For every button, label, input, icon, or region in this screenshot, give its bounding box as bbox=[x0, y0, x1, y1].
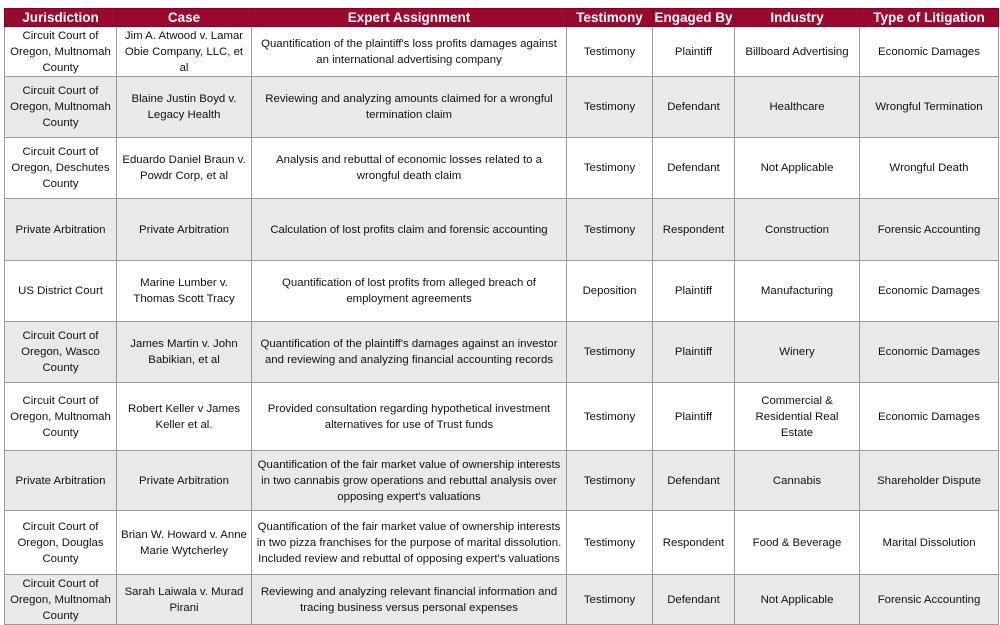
litigation-table bbox=[4, 8, 999, 625]
cell-testimony: Deposition bbox=[567, 261, 653, 322]
table-row bbox=[5, 77, 999, 138]
cell-type-of-litigation: Forensic Accounting bbox=[860, 199, 999, 261]
header-expert-assignment: Expert Assignment bbox=[252, 9, 567, 27]
table-row bbox=[5, 575, 999, 625]
cell-industry: Healthcare bbox=[735, 77, 860, 138]
cell-type-of-litigation: Economic Damages bbox=[860, 322, 999, 383]
header-jurisdiction: Jurisdiction bbox=[5, 9, 117, 27]
cell-engaged-by: Defendant bbox=[653, 138, 735, 199]
table-row bbox=[5, 511, 999, 575]
cell-type-of-litigation: Shareholder Dispute bbox=[860, 451, 999, 511]
cell-industry: Winery bbox=[735, 322, 860, 383]
cell-jurisdiction: Private Arbitration bbox=[5, 199, 117, 261]
table-row bbox=[5, 322, 999, 383]
cell-jurisdiction: Circuit Court of Oregon, Multnomah County bbox=[5, 77, 117, 138]
cell-engaged-by: Defendant bbox=[653, 77, 735, 138]
cell-expert-assignment: Quantification of lost profits from alleged breach of employment agreements bbox=[252, 261, 567, 322]
cell-type-of-litigation: Economic Damages bbox=[860, 261, 999, 322]
cell-type-of-litigation: Marital Dissolution bbox=[860, 511, 999, 575]
cell-engaged-by: Plaintiff bbox=[653, 322, 735, 383]
cell-testimony: Testimony bbox=[567, 199, 653, 261]
cell-industry: Food & Beverage bbox=[735, 511, 860, 575]
table-row bbox=[5, 199, 999, 261]
cell-expert-assignment: Reviewing and analyzing relevant financial information and tracing business versus personal expenses bbox=[252, 575, 567, 625]
header-testimony: Testimony bbox=[567, 9, 653, 27]
litigation-table-container bbox=[4, 8, 998, 625]
table-row bbox=[5, 138, 999, 199]
cell-expert-assignment: Provided consultation regarding hypothetical investment alternatives for use of Trust funds bbox=[252, 383, 567, 451]
cell-engaged-by: Respondent bbox=[653, 511, 735, 575]
cell-jurisdiction: Circuit Court of Oregon, Multnomah County bbox=[5, 575, 117, 625]
cell-case: James Martin v. John Babikian, et al bbox=[117, 322, 252, 383]
cell-jurisdiction: Circuit Court of Oregon, Multnomah County bbox=[5, 27, 117, 77]
cell-testimony: Testimony bbox=[567, 511, 653, 575]
cell-jurisdiction: Circuit Court of Oregon, Douglas County bbox=[5, 511, 117, 575]
cell-case: Marine Lumber v. Thomas Scott Tracy bbox=[117, 261, 252, 322]
cell-testimony: Testimony bbox=[567, 322, 653, 383]
table-row bbox=[5, 383, 999, 451]
cell-engaged-by: Plaintiff bbox=[653, 383, 735, 451]
cell-industry: Not Applicable bbox=[735, 138, 860, 199]
cell-type-of-litigation: Economic Damages bbox=[860, 383, 999, 451]
cell-testimony: Testimony bbox=[567, 383, 653, 451]
header-engaged-by: Engaged By bbox=[654, 10, 733, 25]
cell-industry: Commercial & Residential Real Estate bbox=[735, 383, 860, 451]
cell-testimony: Testimony bbox=[567, 575, 653, 625]
cell-jurisdiction: Circuit Court of Oregon, Wasco County bbox=[5, 322, 117, 383]
cell-type-of-litigation: Economic Damages bbox=[860, 27, 999, 77]
cell-engaged-by: Defendant bbox=[653, 575, 735, 625]
cell-type-of-litigation: Forensic Accounting bbox=[860, 575, 999, 625]
cell-industry: Manufacturing bbox=[735, 261, 860, 322]
cell-engaged-by: Defendant bbox=[653, 451, 735, 511]
cell-expert-assignment: Reviewing and analyzing amounts claimed for a wrongful termination claim bbox=[252, 77, 567, 138]
cell-jurisdiction: Circuit Court of Oregon, Deschutes County bbox=[5, 138, 117, 199]
cell-industry: Billboard Advertising bbox=[735, 27, 860, 77]
cell-case: Jim A. Atwood v. Lamar Obie Company, LLC, et al bbox=[117, 27, 252, 77]
header-case: Case bbox=[117, 9, 252, 27]
cell-case: Eduardo Daniel Braun v. Powdr Corp, et al bbox=[117, 138, 252, 199]
header-type-of-litigation: Type of Litigation bbox=[860, 9, 999, 27]
cell-case: Private Arbitration bbox=[117, 451, 252, 511]
cell-jurisdiction: Private Arbitration bbox=[5, 451, 117, 511]
cell-expert-assignment: Quantification of the fair market value of ownership interests in two pizza franchises for the purpose of marital dissolution. Included review and rebuttal of opposing expert's valuations bbox=[252, 511, 567, 575]
cell-type-of-litigation: Wrongful Death bbox=[860, 138, 999, 199]
cell-case: Private Arbitration bbox=[117, 199, 252, 261]
cell-jurisdiction: US District Court bbox=[5, 261, 117, 322]
table-row bbox=[5, 261, 999, 322]
cell-expert-assignment: Quantification of the plaintiff's loss profits damages against an international advertising company bbox=[252, 27, 567, 77]
table-row bbox=[5, 451, 999, 511]
cell-case: Brian W. Howard v. Anne Marie Wytcherley bbox=[117, 511, 252, 575]
cell-engaged-by: Plaintiff bbox=[653, 261, 735, 322]
cell-case: Sarah Laiwala v. Murad Pirani bbox=[117, 575, 252, 625]
cell-engaged-by: Plaintiff bbox=[653, 27, 735, 77]
cell-expert-assignment: Quantification of the plaintiff's damages against an investor and reviewing and analyzing financial accounting records bbox=[252, 322, 567, 383]
header-industry: Industry bbox=[735, 9, 860, 27]
cell-expert-assignment: Analysis and rebuttal of economic losses related to a wrongful death claim bbox=[252, 138, 567, 199]
cell-industry: Cannabis bbox=[735, 451, 860, 511]
cell-industry: Not Applicable bbox=[735, 575, 860, 625]
cell-expert-assignment: Calculation of lost profits claim and forensic accounting bbox=[252, 199, 567, 261]
cell-jurisdiction: Circuit Court of Oregon, Multnomah County bbox=[5, 383, 117, 451]
cell-case: Blaine Justin Boyd v. Legacy Health bbox=[117, 77, 252, 138]
table-header-row bbox=[5, 9, 999, 27]
cell-expert-assignment: Quantification of the fair market value of ownership interests in two cannabis grow operations and rebuttal analysis over opposing expert's valuations bbox=[252, 451, 567, 511]
table-row bbox=[5, 27, 999, 77]
cell-type-of-litigation: Wrongful Termination bbox=[860, 77, 999, 138]
cell-testimony: Testimony bbox=[567, 138, 653, 199]
cell-testimony: Testimony bbox=[567, 27, 653, 77]
cell-case: Robert Keller v James Keller et al. bbox=[117, 383, 252, 451]
cell-testimony: Testimony bbox=[567, 451, 653, 511]
cell-testimony: Testimony bbox=[567, 77, 653, 138]
cell-engaged-by: Respondent bbox=[653, 199, 735, 261]
cell-industry: Construction bbox=[735, 199, 860, 261]
